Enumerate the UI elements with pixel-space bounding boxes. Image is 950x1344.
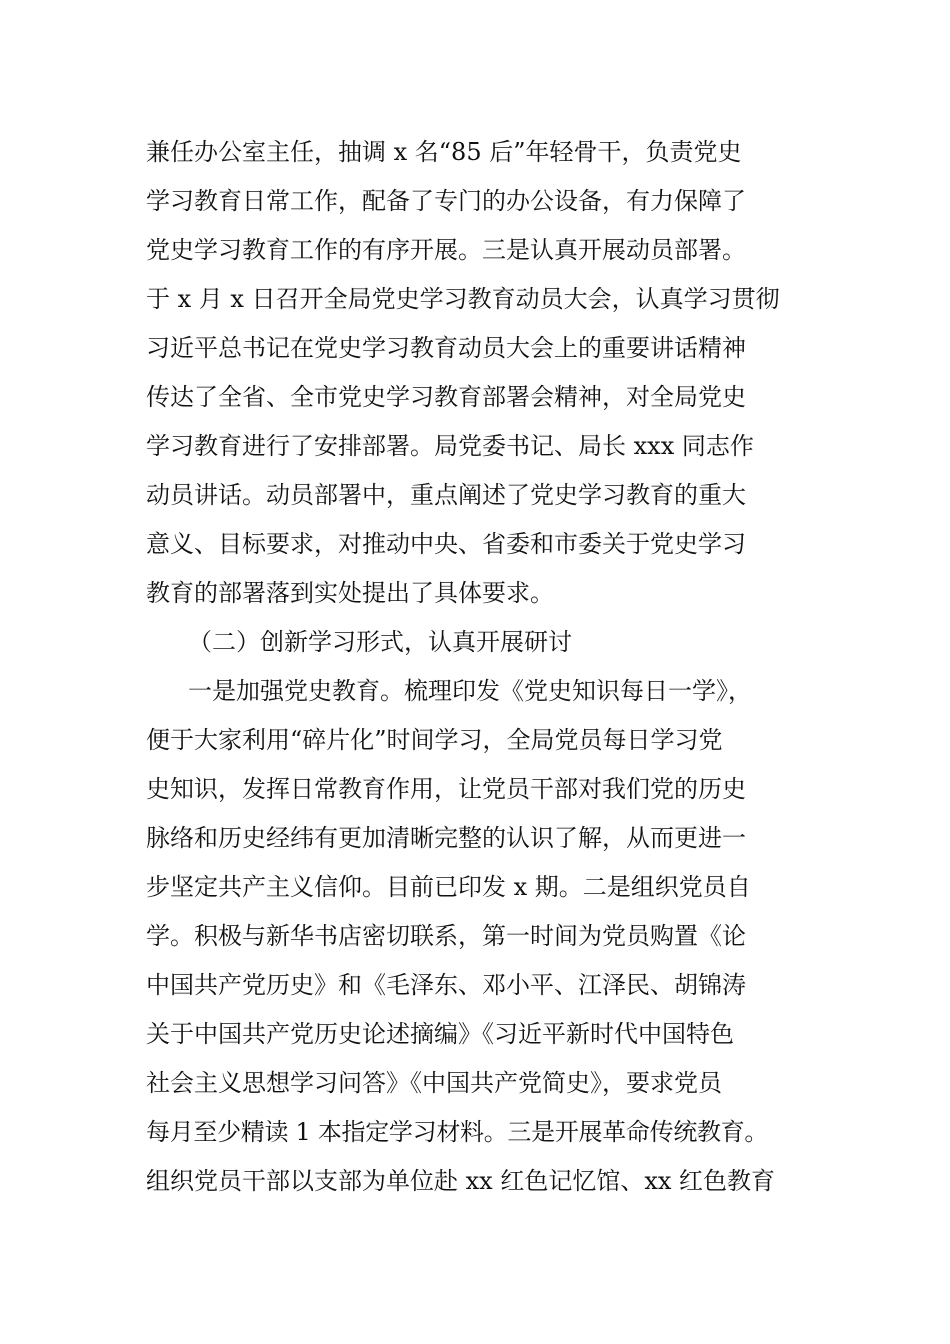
text-line: 便于大家利用“碎片化”时间学习，全局党员每日学习党 bbox=[146, 726, 723, 754]
text-line: 习近平总书记在党史学习教育动员大会上的重要讲话精神 bbox=[146, 334, 746, 362]
text-line: 脉络和历史经纬有更加清晰完整的认识了解，从而更进一 bbox=[146, 824, 746, 852]
body-text bbox=[146, 128, 826, 1206]
text-line: 学。积极与新华书店密切联系，第一时间为党员购置《论 bbox=[146, 922, 746, 950]
section-heading: （二）创新学习形式，认真开展研讨 bbox=[188, 628, 572, 656]
text-line: 步坚定共产主义信仰。目前已印发 x 期。二是组织党员自 bbox=[146, 873, 751, 901]
text-line: 组织党员干部以支部为单位赴 xx 红色记忆馆、xx 红色教育 bbox=[146, 1167, 776, 1195]
text-line: 社会主义思想学习问答》《中国共产党简史》，要求党员 bbox=[146, 1069, 722, 1097]
text-line: 动员讲话。动员部署中，重点阐述了党史学习教育的重大 bbox=[146, 481, 746, 509]
text-line: 党史学习教育工作的有序开展。三是认真开展动员部署。 bbox=[146, 236, 746, 264]
text-line: 中国共产党历史》和《毛泽东、邓小平、江泽民、胡锦涛 bbox=[146, 971, 746, 999]
text-line: 兼任办公室主任，抽调 x 名“85 后”年轻骨干，负责党史 bbox=[146, 138, 742, 166]
text-line: 每月至少精读 1 本指定学习材料。三是开展革命传统教育。 bbox=[146, 1118, 769, 1146]
text-line: 意义、目标要求，对推动中央、省委和市委关于党史学习 bbox=[146, 530, 746, 558]
text-line: 教育的部署落到实处提出了具体要求。 bbox=[146, 579, 554, 607]
text-line: 学习教育进行了安排部署。局党委书记、局长 xxx 同志作 bbox=[146, 432, 754, 460]
text-line: 学习教育日常工作，配备了专门的办公设备，有力保障了 bbox=[146, 187, 746, 215]
text-line: 于 x 月 x 日召开全局党史学习教育动员大会，认真学习贯彻 bbox=[146, 285, 780, 313]
text-line: 关于中国共产党历史论述摘编》《习近平新时代中国特色 bbox=[146, 1020, 734, 1048]
text-line: 史知识，发挥日常教育作用，让党员干部对我们党的历史 bbox=[146, 775, 746, 803]
text-line: 传达了全省、全市党史学习教育部署会精神，对全局党史 bbox=[146, 383, 746, 411]
paragraph-first-line: 一是加强党史教育。梳理印发《党史知识每日一学》， bbox=[188, 677, 752, 705]
